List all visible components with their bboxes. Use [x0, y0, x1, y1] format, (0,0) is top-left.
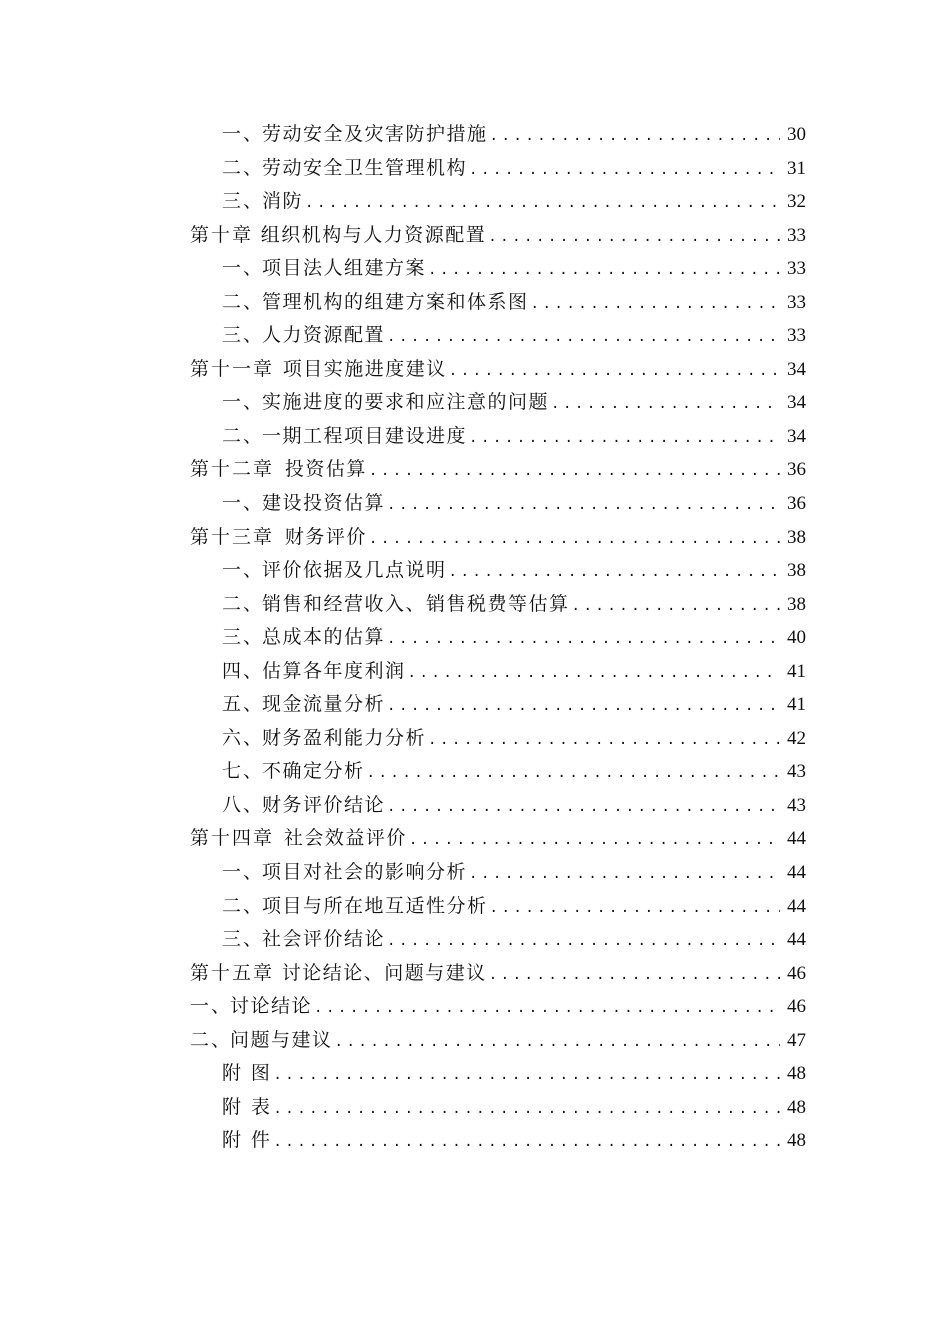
toc-entry-separator: 、 [243, 123, 263, 145]
toc-entry-number: 六 [222, 726, 244, 749]
toc-page-number: 31 [787, 157, 806, 179]
toc-appendix-entry[interactable] [190, 1091, 806, 1125]
toc-entry-separator: 、 [243, 793, 263, 816]
toc-dot-leader [369, 523, 780, 557]
toc-page-number: 38 [787, 526, 806, 548]
toc-entry-number: 二 [222, 290, 244, 313]
toc-entry-title: 件 [250, 1129, 272, 1152]
toc-page-number: 41 [787, 660, 806, 682]
toc-section-entry[interactable] [190, 152, 806, 186]
toc-dot-leader [551, 388, 780, 422]
toc-section-entry[interactable] [190, 386, 806, 420]
toc-entry-number: 第十章 [190, 223, 254, 246]
toc-dot-leader [572, 590, 780, 624]
toc-entry-separator: 、 [243, 760, 263, 783]
toc-entry-title: 项目实施进度建议 [282, 357, 447, 380]
toc-dot-leader [273, 1126, 780, 1160]
toc-page-number: 30 [787, 124, 806, 145]
toc-dot-leader [490, 892, 780, 926]
toc-dot-leader [531, 288, 780, 322]
toc-dot-leader [387, 925, 780, 959]
toc-section-entry[interactable] [190, 890, 806, 924]
toc-entry-number: 一 [222, 492, 244, 515]
toc-dot-leader [449, 556, 780, 590]
toc-entry-title: 消防 [262, 190, 304, 213]
toc-entry-separator: 、 [211, 1028, 231, 1051]
toc-section-entry[interactable] [190, 588, 806, 622]
toc-dot-leader [489, 959, 780, 993]
toc-entry-separator: 、 [243, 861, 263, 884]
toc-entry-title: 人力资源配置 [262, 324, 386, 347]
toc-entry-number: 二 [190, 1028, 212, 1051]
toc-page-number: 46 [787, 996, 806, 1018]
toc-entry-separator: 、 [243, 492, 263, 515]
toc-dot-leader [387, 623, 780, 657]
toc-dot-leader [387, 321, 780, 355]
toc-entry-title: 投资估算 [284, 458, 367, 481]
toc-entry-title: 社会评价结论 [262, 928, 386, 951]
toc-entry-separator: 、 [243, 559, 263, 582]
toc-entry-title: 项目与所在地互适性分析 [262, 894, 488, 917]
toc-dot-leader [490, 120, 780, 154]
toc-entry-number: 三 [222, 324, 244, 347]
toc-page-number: 44 [787, 828, 806, 850]
toc-appendix-entry[interactable] [190, 1124, 806, 1158]
toc-section-entry[interactable] [190, 621, 806, 655]
toc-entry-title: 管理机构的组建方案和体系图 [262, 290, 529, 313]
toc-entry-title: 财务评价结论 [262, 793, 386, 816]
toc-section-entry[interactable] [190, 856, 806, 890]
toc-page-number: 48 [787, 1130, 806, 1152]
toc-dot-leader [469, 422, 780, 456]
toc-section-entry[interactable] [190, 923, 806, 957]
toc-entry-separator: 、 [243, 626, 263, 649]
toc-entry-separator: 、 [243, 257, 263, 280]
toc-page-number: 34 [787, 425, 806, 447]
toc-section-entry[interactable] [190, 755, 806, 789]
toc-entry-number: 一 [222, 861, 244, 884]
toc-dot-leader [469, 858, 780, 892]
toc-entry-number: 二 [222, 894, 244, 917]
toc-dot-leader [387, 791, 780, 825]
toc-section-entry[interactable] [190, 990, 806, 1024]
toc-entry-separator: 、 [243, 693, 263, 716]
toc-page-number: 38 [787, 593, 806, 615]
toc-entry-title: 表 [250, 1095, 272, 1118]
toc-entry-number: 四 [222, 659, 244, 682]
toc-entry-title: 劳动安全及灾害防护措施 [262, 123, 488, 145]
toc-chapter-entry[interactable] [190, 219, 806, 253]
toc-entry-title: 社会效益评价 [283, 827, 407, 850]
toc-section-entry[interactable] [190, 420, 806, 454]
toc-entry-title: 项目对社会的影响分析 [262, 861, 468, 884]
toc-page-number: 41 [787, 694, 806, 716]
toc-entry-separator: 、 [243, 391, 263, 414]
toc-section-entry[interactable] [190, 655, 806, 689]
toc-dot-leader [428, 724, 780, 758]
toc-entry-number: 一 [190, 995, 212, 1018]
toc-entry-separator: 、 [243, 156, 263, 179]
table-of-contents [190, 118, 806, 1158]
toc-entry-number: 第十三章 [190, 525, 275, 548]
toc-chapter-entry[interactable] [190, 822, 806, 856]
toc-entry-number: 第十四章 [190, 827, 275, 850]
toc-section-entry[interactable] [190, 286, 806, 320]
toc-page-number: 33 [787, 224, 806, 246]
toc-section-entry[interactable] [190, 319, 806, 353]
toc-entry-title: 劳动安全卫生管理机构 [262, 156, 468, 179]
toc-page-number: 33 [787, 325, 806, 347]
toc-entry-title: 财务盈利能力分析 [262, 726, 427, 749]
toc-chapter-entry[interactable] [190, 521, 806, 555]
toc-entry-title: 项目法人组建方案 [262, 257, 427, 280]
toc-chapter-entry[interactable] [190, 957, 806, 991]
toc-entry-number: 一 [222, 391, 244, 414]
toc-page-number: 46 [787, 962, 806, 984]
toc-entry-number: 附 [222, 1062, 244, 1085]
toc-entry-title: 图 [250, 1062, 272, 1085]
toc-entry-separator: 、 [243, 726, 263, 749]
toc-dot-leader [408, 657, 780, 691]
toc-entry-title: 不确定分析 [262, 760, 365, 783]
toc-section-entry[interactable] [190, 789, 806, 823]
toc-page-number: 43 [787, 761, 806, 783]
toc-section-entry[interactable] [190, 554, 806, 588]
toc-page-number: 44 [787, 862, 806, 884]
toc-entry-title: 一期工程项目建设进度 [262, 424, 468, 447]
toc-entry-number: 第十二章 [190, 458, 275, 481]
toc-page-number: 48 [787, 1063, 806, 1085]
toc-page-number: 33 [787, 258, 806, 280]
toc-entry-number: 三 [222, 626, 244, 649]
toc-entry-number: 一 [222, 123, 244, 145]
toc-dot-leader [369, 455, 780, 489]
toc-dot-leader [273, 1093, 780, 1127]
toc-page-number: 44 [787, 929, 806, 951]
toc-dot-leader [305, 187, 780, 221]
toc-entry-title: 实施进度的要求和应注意的问题 [262, 391, 550, 414]
toc-dot-leader [387, 489, 780, 523]
toc-dot-leader [273, 1059, 780, 1093]
toc-dot-leader [409, 824, 780, 858]
toc-entry-separator: 、 [243, 190, 263, 213]
toc-entry-title: 评价依据及几点说明 [262, 559, 447, 582]
toc-entry-number: 第十一章 [190, 357, 275, 380]
toc-dot-leader [335, 1026, 780, 1060]
toc-entry-number: 三 [222, 190, 244, 213]
toc-section-entry[interactable] [190, 722, 806, 756]
toc-dot-leader [488, 221, 780, 255]
toc-page-number: 47 [787, 1029, 806, 1051]
toc-section-entry[interactable] [190, 688, 806, 722]
toc-entry-title: 总成本的估算 [262, 626, 386, 649]
toc-page-number: 34 [787, 392, 806, 414]
toc-section-entry[interactable] [190, 487, 806, 521]
toc-entry-title: 问题与建议 [230, 1028, 333, 1051]
toc-entry-separator: 、 [243, 424, 263, 447]
toc-entry-number: 七 [222, 760, 244, 783]
toc-entry-separator: 、 [243, 894, 263, 917]
toc-entry-number: 二 [222, 592, 244, 615]
toc-page-number: 40 [787, 627, 806, 649]
toc-page-number: 48 [787, 1096, 806, 1118]
toc-entry-number: 二 [222, 156, 244, 179]
toc-entry-title: 讨论结论 [230, 995, 313, 1018]
toc-dot-leader [428, 254, 780, 288]
toc-entry-title: 讨论结论、问题与建议 [281, 961, 487, 984]
toc-page-number: 38 [787, 560, 806, 582]
toc-appendix-entry[interactable] [190, 1057, 806, 1091]
toc-chapter-entry[interactable] [190, 453, 806, 487]
toc-entry-separator: 、 [243, 592, 263, 615]
toc-entry-title: 财务评价 [284, 525, 367, 548]
toc-entry-separator: 、 [243, 290, 263, 313]
toc-section-entry[interactable] [190, 1024, 806, 1058]
toc-entry-separator: 、 [243, 928, 263, 951]
toc-page-number: 43 [787, 794, 806, 816]
toc-page-number: 42 [787, 727, 806, 749]
toc-dot-leader [469, 154, 780, 188]
toc-entry-number: 第十五章 [190, 961, 275, 984]
toc-entry-separator: 、 [211, 995, 231, 1018]
toc-entry-number: 一 [222, 559, 244, 582]
toc-entry-title: 现金流量分析 [262, 693, 386, 716]
toc-entry-number: 附 [222, 1129, 244, 1152]
toc-page-number: 36 [787, 459, 806, 481]
toc-entry-number: 二 [222, 424, 244, 447]
toc-page-number: 33 [787, 291, 806, 313]
toc-entry-number: 三 [222, 928, 244, 951]
toc-dot-leader [387, 690, 780, 724]
toc-entry-number: 一 [222, 257, 244, 280]
toc-entry-title: 销售和经营收入、销售税费等估算 [262, 592, 570, 615]
toc-dot-leader [367, 757, 780, 791]
toc-entry-title: 组织机构与人力资源配置 [260, 223, 487, 246]
toc-section-entry[interactable] [190, 118, 806, 152]
toc-entry-separator: 、 [243, 659, 263, 682]
toc-page-number: 32 [787, 191, 806, 213]
toc-entry-number: 附 [222, 1095, 244, 1118]
toc-entry-title: 估算各年度利润 [262, 659, 406, 682]
toc-entry-title: 建设投资估算 [262, 492, 386, 515]
toc-page-number: 44 [787, 895, 806, 917]
toc-page-number: 34 [787, 358, 806, 380]
toc-dot-leader [449, 355, 780, 389]
toc-entry-number: 八 [222, 793, 244, 816]
toc-entry-number: 五 [222, 693, 244, 716]
toc-section-entry[interactable] [190, 252, 806, 286]
toc-chapter-entry[interactable] [190, 353, 806, 387]
toc-section-entry[interactable] [190, 185, 806, 219]
toc-entry-separator: 、 [243, 324, 263, 347]
toc-page-number: 36 [787, 493, 806, 515]
toc-dot-leader [314, 992, 780, 1026]
